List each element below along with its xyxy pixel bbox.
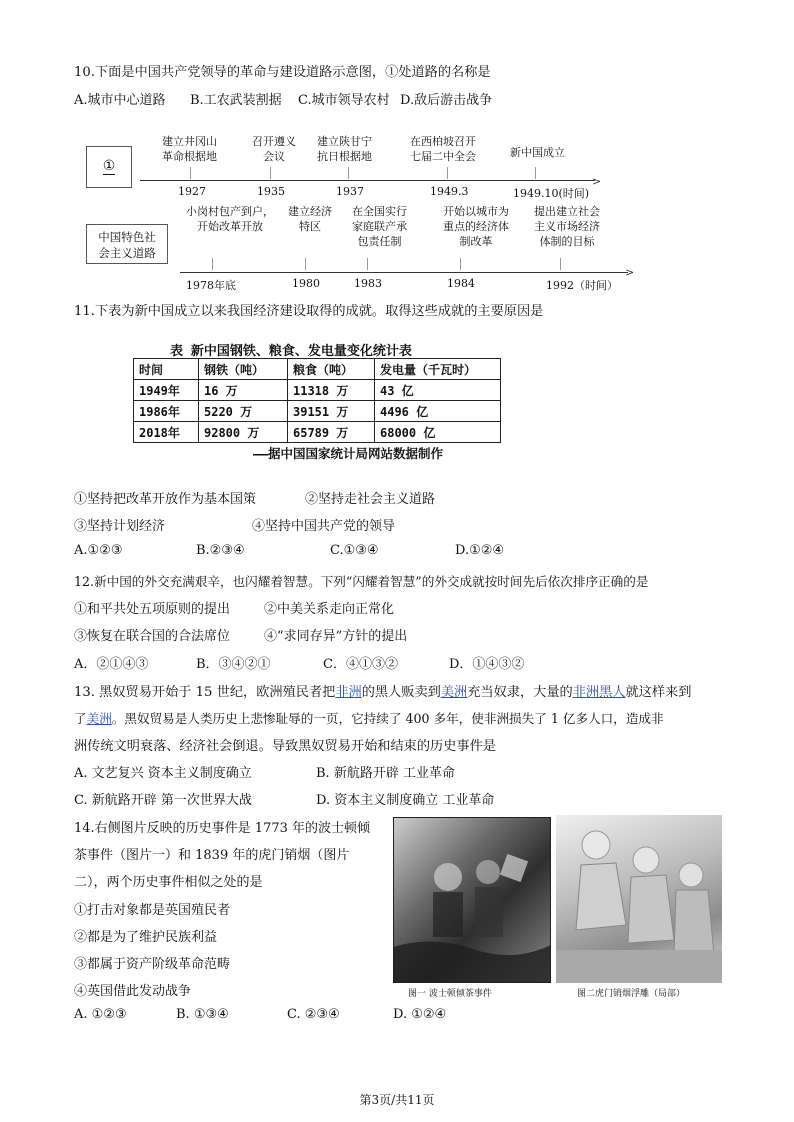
table-cell: 11318 万 [288, 380, 375, 401]
page-footer: 第3页/共11页 [359, 1093, 435, 1107]
table-cell: 65789 万 [288, 422, 375, 443]
q11-table-source: ——据中国国家统计局网站数据制作 [253, 446, 444, 461]
timeline2-event-1: 小岗村包产到户， 开始改革开放 [186, 205, 274, 233]
link-africa[interactable]: 非洲 [335, 685, 362, 700]
timeline1-axis [140, 180, 595, 181]
timeline1-year-5: 1949.10(时间) [513, 187, 590, 200]
table-cell: 1986年 [134, 401, 199, 422]
q12-stem: 12.新中国的外交充满艰辛，也闪耀着智慧。下列“闪耀着智慧”的外交成就按时间先后依次排序正确的是 [74, 574, 649, 589]
q13-line-3: 洲传统文明衰落、经济社会倒退。导致黑奴贸易开始和结束的历史事件是 [74, 739, 496, 754]
q14-line-3: 二），两个历史事件相似之处的是 [74, 875, 263, 890]
q13-option-c: C. 新航路开辟 第一次世界大战 [74, 793, 252, 808]
q11-choice-4: ④坚持中国共产党的领导 [252, 519, 396, 534]
timeline1-year-1: 1927 [178, 185, 206, 198]
q11-option-b: B.②③④ [196, 543, 245, 558]
q13-text: 了 [74, 711, 87, 726]
timeline1-box-label: ① [102, 158, 116, 174]
link-african-blacks[interactable]: 非洲黑人 [572, 685, 626, 700]
timeline2-tick [367, 258, 368, 270]
q14-choice-3: ③都属于资产阶级革命范畴 [74, 957, 231, 972]
q14-caption-2: 图二虎门销烟浮雕（局部） [577, 989, 686, 999]
table-row [134, 401, 501, 422]
q13-text: 13. 黑奴贸易开始于 15 世纪，欧洲殖民者把 [74, 685, 336, 700]
table-header-cell: 时间 [134, 359, 199, 380]
timeline2-tick [560, 258, 561, 270]
timeline2-event-3: 在全国实行 家庭联产承 包责任制 [352, 205, 407, 248]
q11-option-a: A.①②③ [74, 543, 123, 558]
timeline1-event-2: 召开遵义 会议 [252, 135, 296, 163]
q12-choice-1: ①和平共处五项原则的提出 [74, 602, 231, 617]
timeline2-tick [212, 258, 213, 270]
q14-option-d: D. ①②④ [393, 1007, 447, 1022]
q14-line-2: 茶事件（图片一）和 1839 年的虎门销烟（图片 [74, 848, 350, 863]
q14-caption-1: 图一 波士顿倾茶事件 [408, 989, 492, 999]
timeline1-event-4: 在西柏坡召开 七届二中全会 [410, 135, 476, 163]
timeline2-arrow-icon: > [625, 266, 635, 279]
table-cell: 1949年 [134, 380, 199, 401]
link-americas[interactable]: 美洲 [86, 711, 112, 726]
q13-text: 就这样来到 [625, 685, 692, 700]
timeline1-arrow-icon: > [592, 175, 602, 188]
q14-option-b: B. ①③④ [176, 1007, 229, 1022]
q11-choice-2: ②坚持走社会主义道路 [305, 492, 436, 507]
table-cell: 5220 万 [199, 401, 288, 422]
q13-line-1 [74, 681, 691, 700]
q14-choice-4: ④英国借此发动战争 [74, 984, 192, 999]
table-cell: 39151 万 [288, 401, 375, 422]
q10-option-c: C.城市领导农村 [298, 93, 390, 108]
timeline2-year-4: 1984 [447, 277, 475, 290]
table-header-cell: 钢铁（吨） [199, 359, 288, 380]
q11-stem: 11.下表为新中国成立以来我国经济建设取得的成就。取得这些成就的主要原因是 [74, 304, 544, 319]
timeline1-year-2: 1935 [257, 185, 285, 198]
q14-choice-1: ①打击对象都是英国殖民者 [74, 903, 231, 918]
table-row [134, 380, 501, 401]
humen-opium-relief-image [556, 815, 722, 983]
q13-option-d: D. 资本主义制度确立 工业革命 [316, 793, 495, 808]
table-cell: 4496 亿 [375, 401, 501, 422]
table-cell: 68000 亿 [375, 422, 501, 443]
timeline1-tick [190, 167, 191, 179]
q13-text: 的黑人贩卖到 [361, 685, 441, 700]
q11-stat-table [133, 358, 501, 443]
q12-choice-4: ④“求同存异”方针的提出 [264, 629, 408, 644]
timeline1-box [86, 146, 132, 188]
q14-option-c: C. ②③④ [287, 1007, 340, 1022]
timeline1-tick [535, 167, 536, 179]
boston-tea-party-image [393, 817, 551, 983]
timeline2-year-1: 1978年底 [186, 279, 236, 292]
timeline1-tick [447, 167, 448, 179]
timeline2-tick [460, 258, 461, 270]
q12-option-a: A．②①④③ [74, 657, 149, 672]
timeline1-event-1: 建立井冈山 革命根据地 [162, 135, 217, 163]
table-header-cell: 发电量（千瓦时） [375, 359, 501, 380]
timeline1-tick [270, 167, 271, 179]
table-cell: 2018年 [134, 422, 199, 443]
timeline2-event-5: 提出建立社会 主义市场经济 体制的目标 [534, 205, 600, 248]
link-americas[interactable]: 美洲 [440, 685, 468, 700]
q11-table-title: 表 新中国钢铁、粮食、发电量变化统计表 [170, 344, 412, 359]
engraving-illustration [393, 817, 551, 983]
table-header-cell: 粮食（吨） [288, 359, 375, 380]
q12-option-b: B．③④②① [196, 657, 271, 672]
q13-text: 。黑奴贸易是人类历史上悲惨耻辱的一页，它持续了 400 多年，使非洲损失了 1 亿多人口，造成非 [111, 711, 664, 726]
timeline2-year-5: 1992（时间） [546, 279, 618, 292]
table-row [134, 422, 501, 443]
q12-option-d: D．①④③② [449, 657, 525, 672]
q13-option-a: A. 文艺复兴 资本主义制度确立 [74, 766, 252, 781]
timeline2-year-2: 1980 [292, 277, 320, 290]
q13-text: 充当奴隶，大量的 [467, 685, 573, 700]
q13-line-2 [74, 708, 664, 727]
relief-illustration [556, 815, 722, 983]
q11-option-c: C.①③④ [330, 543, 379, 558]
timeline2-axis [180, 272, 628, 273]
q10-option-a: A.城市中心道路 [74, 93, 166, 108]
timeline2-event-2: 建立经济 特区 [288, 205, 332, 233]
timeline1-event-5: 新中国成立 [510, 146, 565, 159]
timeline1-year-3: 1937 [336, 185, 364, 198]
q10-stem: 10.下面是中国共产党领导的革命与建设道路示意图，①处道路的名称是 [74, 65, 491, 80]
q10-option-b: B.工农武装割据 [190, 93, 282, 108]
timeline1-tick [348, 167, 349, 179]
table-cell: 43 亿 [375, 380, 501, 401]
q14-option-a: A. ①②③ [74, 1007, 127, 1022]
timeline1-year-4: 1949.3 [430, 185, 469, 198]
q14-line-1: 14.右侧图片反映的历史事件是 1773 年的波士顿倾 [74, 821, 371, 836]
q10-option-d: D.敌后游击战争 [400, 93, 493, 108]
table-cell: 16 万 [199, 380, 288, 401]
timeline1-event-3: 建立陕甘宁 抗日根据地 [317, 135, 372, 163]
q13-option-b: B. 新航路开辟 工业革命 [316, 766, 455, 781]
q11-choice-3: ③坚持计划经济 [74, 519, 166, 534]
q12-choice-3: ③恢复在联合国的合法席位 [74, 629, 231, 644]
q12-option-c: C．④①③② [323, 657, 398, 672]
q12-choice-2: ②中美关系走向正常化 [264, 602, 395, 617]
table-cell: 92800 万 [199, 422, 288, 443]
q14-choice-2: ②都是为了维护民族利益 [74, 930, 218, 945]
q11-choice-1: ①坚持把改革开放作为基本国策 [74, 492, 257, 507]
table-header-row [134, 359, 501, 380]
q11-option-d: D.①②④ [455, 543, 505, 558]
timeline2-year-3: 1983 [354, 277, 382, 290]
timeline2-box: 中国特色社 会主义道路 [86, 224, 168, 264]
timeline2-tick [305, 258, 306, 270]
timeline2-event-4: 开始以城市为 重点的经济体 制改革 [443, 205, 509, 248]
